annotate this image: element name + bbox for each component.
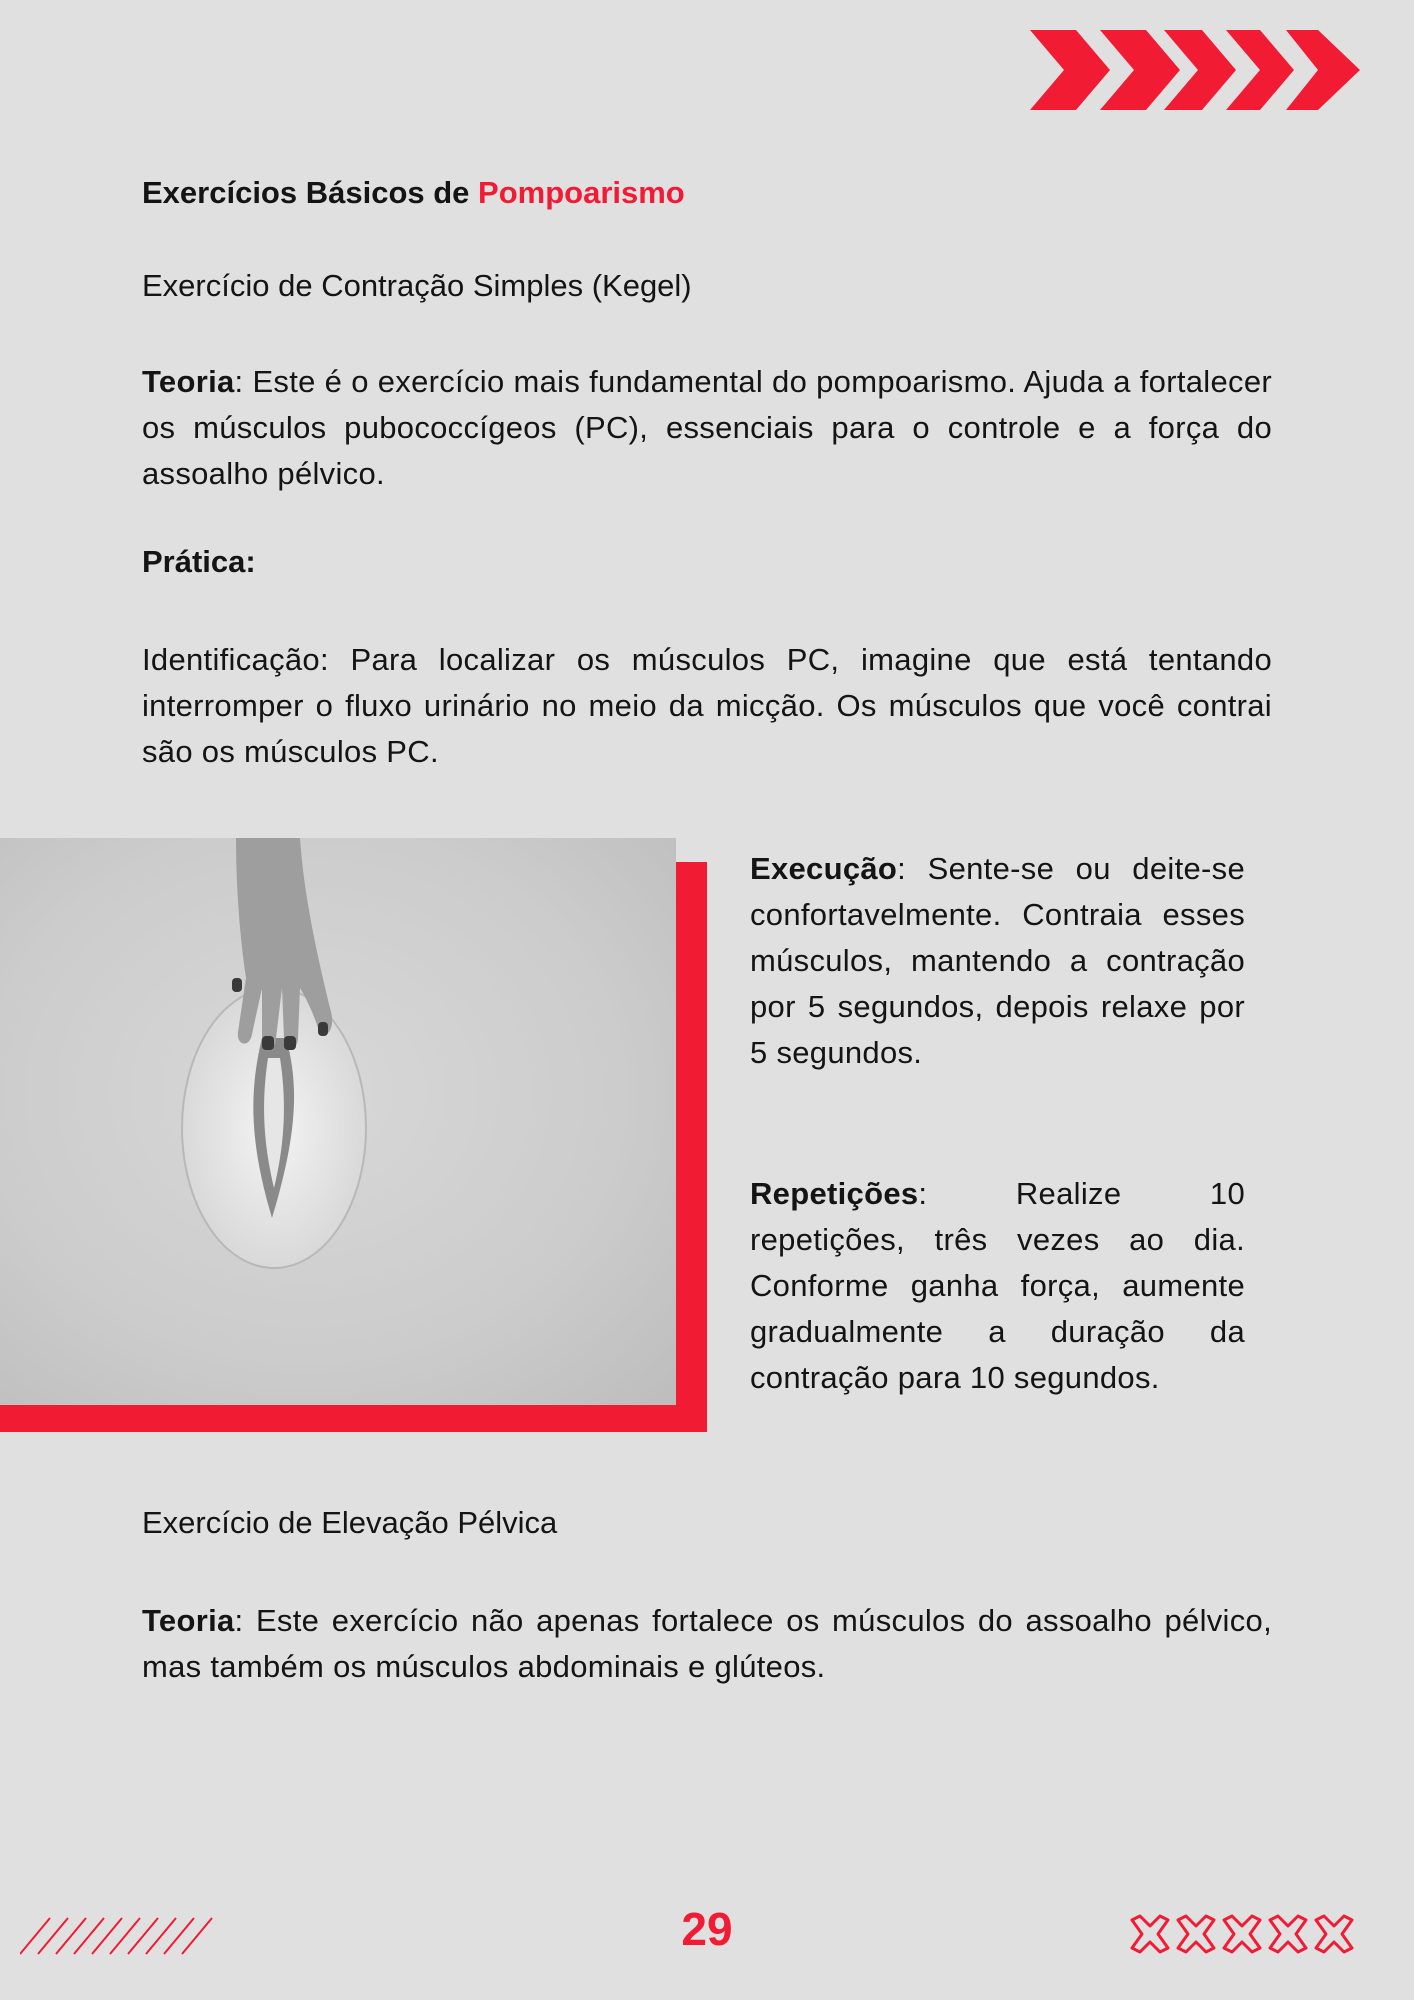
- section1-subtitle: Exercício de Contração Simples (Kegel): [142, 268, 692, 303]
- teoria-text: : Este é o exercício mais fundamental do pompoarismo. Ajuda a fortalecer os músculos pubococcígeos (PC), essenciais para o controle e a força do assoalho pélvico.: [142, 364, 1272, 491]
- execucao-label: Execução: [750, 851, 898, 886]
- page-number: 29: [681, 1903, 733, 1955]
- execucao-text: : Sente-se ou deite-se confortavelmente. Contraia esses músculos, mantendo a contração por 5 segundos, depois relaxe por 5 segundos.: [750, 851, 1245, 1070]
- teoria-label: Teoria: [142, 1603, 235, 1638]
- section2-teoria-paragraph: [142, 1598, 1272, 1690]
- hand-on-fruit-photo: [0, 838, 676, 1405]
- section2-subtitle: Exercício de Elevação Pélvica: [142, 1505, 558, 1540]
- pratica-heading: Prática:: [142, 544, 256, 579]
- identificacao-paragraph: Identificação: Para localizar os músculos PC, imagine que está tentando interromper o fluxo urinário no meio da micção. Os músculos que você contrai são os músculos PC.: [142, 642, 1272, 769]
- execucao-paragraph: [750, 846, 1245, 1076]
- repeticoes-text: : Realize 10 repetições, três vezes ao dia. Conforme ganha força, aumente gradualmente a duração da contração para 10 segundos.: [750, 1176, 1245, 1395]
- teoria-text: : Este exercício não apenas fortalece os músculos do assoalho pélvico, mas também os músculos abdominais e glúteos.: [142, 1603, 1272, 1684]
- photo-illustration: [0, 838, 676, 1405]
- repeticoes-label: Repetições: [750, 1176, 919, 1211]
- title-highlight: Pompoarismo: [478, 175, 685, 210]
- repeticoes-paragraph: [750, 1171, 1245, 1401]
- section1-teoria-paragraph: [142, 359, 1272, 497]
- teoria-label: Teoria: [142, 364, 235, 399]
- cross-pattern-decoration: [1128, 1912, 1364, 1956]
- slash-lines-decoration: [20, 1916, 220, 1956]
- chevron-arrows-decoration: [1028, 28, 1362, 112]
- title-prefix: Exercícios Básicos de: [142, 175, 479, 210]
- page-title: [142, 175, 685, 211]
